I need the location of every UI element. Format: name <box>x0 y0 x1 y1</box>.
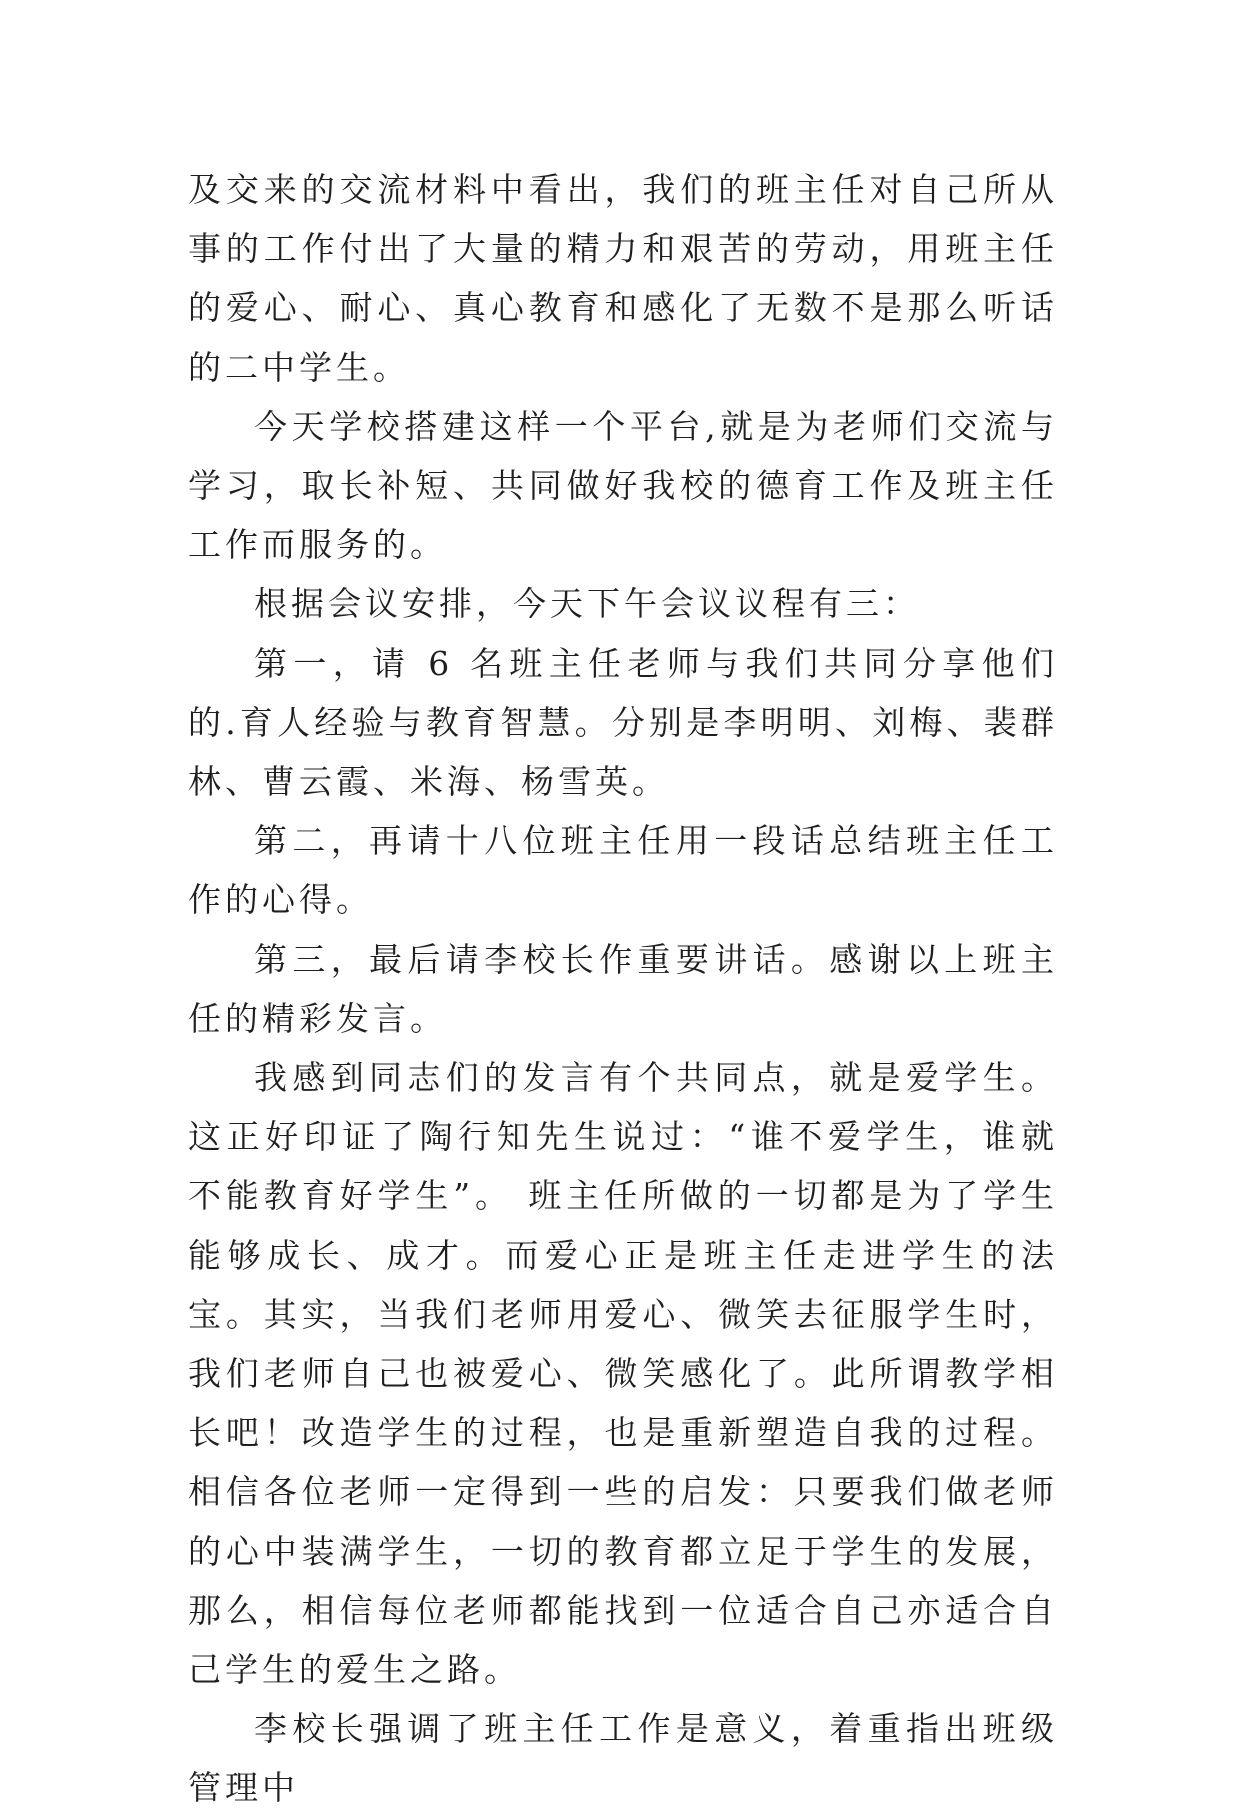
paragraph-continuation: 及交来的交流材料中看出，我们的班主任对自己所从事的工作付出了大量的精力和艰苦的劳动，用班主任的爱心、耐心、真心教育和感化了无数不是那么听话的二中学生。 <box>188 170 1058 387</box>
paragraph-agenda-item-2: 第二，再请十八位班主任用一段话总结班主任工作的心得。 <box>188 821 1058 920</box>
paragraph-agenda-intro: 根据会议安排，今天下午会议议程有三： <box>254 584 920 624</box>
paragraph-agenda-item-3: 第三，最后请李校长作重要讲话。感谢以上班主任的精彩发言。 <box>188 939 1058 1038</box>
document-body <box>188 160 1058 1818</box>
paragraph-platform: 今天学校搭建这样一个平台,就是为老师们交流与学习，取长补短、共同做好我校的德育工作及班主任工作而服务的。 <box>188 406 1058 565</box>
paragraph-reflection: 我感到同志们的发言有个共同点，就是爱学生。这正好印证了陶行知先生说过：“谁不爱学生，谁就不能教育好学生”。 班主任所做的一切都是为了学生能够成长、成才。而爱心正是班主任走进学生的法宝。其实，当我们老师用爱心、微笑去征服学生时，我们老师自己也被爱心、微笑感化了。此所谓教学相长吧！改造学生的过程，也是重新塑造自我的过程。相信各位老师一定得到一些的启发：只要我们做老师的心中装满学生，一切的教育都立足于学生的发展，那么，相信每位老师都能找到一位适合自己亦适合自己学生的爱生之路。 <box>188 1058 1058 1690</box>
paragraph-agenda-item-1: 第一，请 6 名班主任老师与我们共同分享他们的.育人经验与教育智慧。分别是李明明、刘梅、裴群林、曹云霞、米海、杨雪英。 <box>188 643 1058 802</box>
paragraph-principal-remarks: 李校长强调了班主任工作是意义，着重指出班级管理中 <box>188 1709 1058 1808</box>
